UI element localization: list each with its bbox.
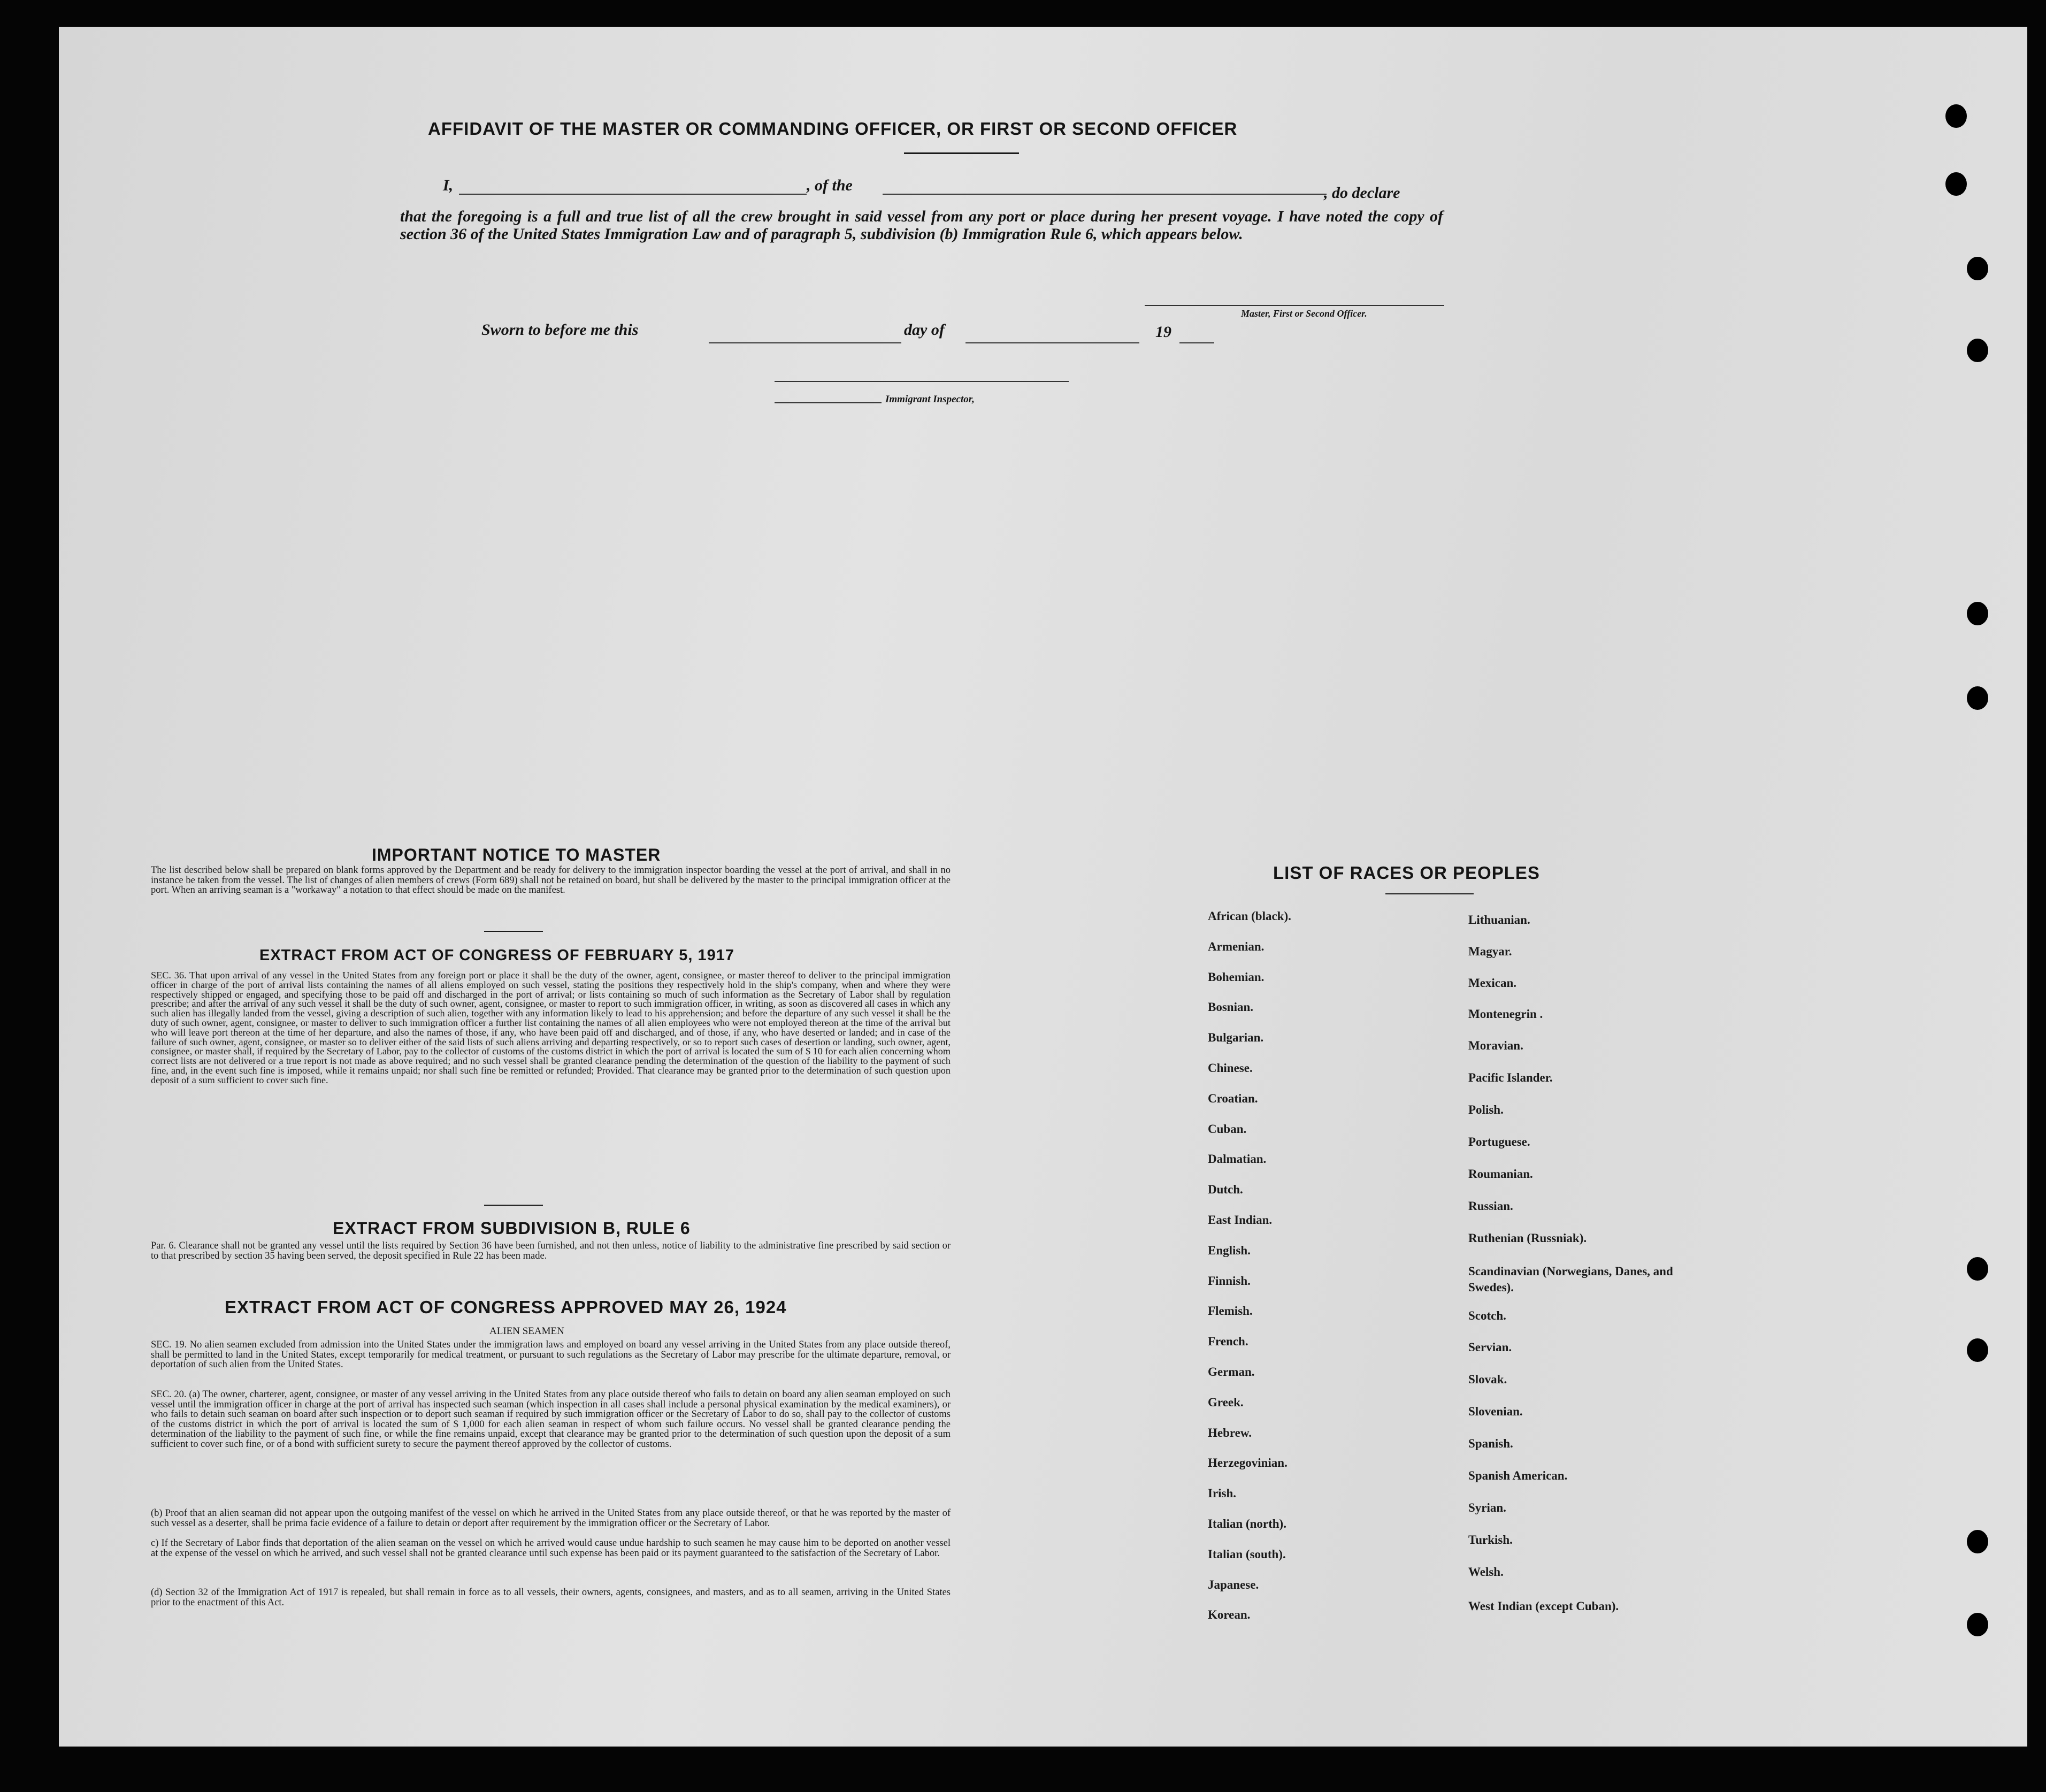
punch-hole (1967, 339, 1988, 362)
sworn-day-blank (709, 342, 901, 343)
race-item: Russian. (1468, 1199, 1513, 1213)
race-item: Magyar. (1468, 945, 1512, 958)
sec20d-body: (d) Section 32 of the Immigration Act of 1917 is repealed, but shall remain in force as to all vessels, their owners, agents, consignees, and masters, and as to all seamen, arriving in the United States prior to the enactment of this Act. (151, 1587, 951, 1608)
punch-hole (1967, 686, 1988, 710)
signature-label: Master, First or Second Officer. (1241, 308, 1367, 319)
race-item: French. (1208, 1335, 1248, 1349)
extract-1917-title: EXTRACT FROM ACT OF CONGRESS OF FEBRUARY 5, 1917 (259, 947, 735, 964)
race-item: Korean. (1208, 1608, 1251, 1622)
race-item: Greek. (1208, 1395, 1244, 1409)
race-item: Flemish. (1208, 1304, 1253, 1318)
declaration-of: , of the (807, 177, 853, 194)
races-title: LIST OF RACES OR PEOPLES (1273, 863, 1540, 883)
race-item: Moravian. (1468, 1039, 1523, 1052)
punch-hole (1967, 1530, 1988, 1553)
race-item: Slovak. (1468, 1373, 1507, 1386)
race-item: Dutch. (1208, 1183, 1243, 1197)
name-blank (459, 194, 807, 195)
race-item: Welsh. (1468, 1565, 1504, 1579)
extract-1917-body: SEC. 36. That upon arrival of any vessel in the United States from any foreign port or place it shall be the duty of the owner, agent, consignee, or master thereof to deliver to the principal immigration officer in charge of the port of arrival lists containing the names of all aliens employed on such vessel, stating the positions they respectively hold in the ship's company, when and where they were respectively shipped or engaged, and specifying those to be paid off and discharged in the port of arrival; or lists containing so much of such information as the Secretary of Labor shall by regulation prescribe; and after the arrival of any such vessel it shall be the duty of such owner, agent, consignee, or master to report to such immigration officer, in writing, as soon as discovered all cases in which any such alien has illegally landed from the vessel, giving a description of such alien, together with any information likely to lead to his apprehension; and before the departure of any such vessel it shall be the duty of such owner, agent, consignee, or master to deliver to such immigration officer a further list containing the names of all alien employees who were not employed thereon at the time of the arrival but who will leave port thereon at the time of her departure, and also the names of those, if any, who have been paid off and discharged, and of those, if any, who have deserted or landed; and in case of the failure of such owner, agent, consignee, or master so to deliver either of the said lists of such aliens arriving and departing respectively, or so to report such cases of desertion or landing, such owner, agent, consignee, or master shall, if required by the Secretary of Labor, pay to the collector of customs of the customs district in which the port of arrival is located the sum of $ 10 for each alien concerning whom correct lists are not delivered or a true report is not made as above required; and no such vessel shall be granted clearance pending the determination of the question of the liability to the payment of such fine, and, in the event such fine is imposed, while it remains unpaid; nor shall such fine be remitted or refunded; Provided. That clearance may be granted prior to the determination of such question upon deposit of a sum sufficient to cover such fine. (151, 970, 951, 1085)
race-item: East Indian. (1208, 1213, 1273, 1227)
race-item: German. (1208, 1365, 1255, 1379)
race-item: West Indian (except Cuban). (1468, 1599, 1619, 1613)
race-item: Italian (south). (1208, 1547, 1286, 1561)
declaration-body: that the foregoing is a full and true list of all the crew brought in said vessel from any port or place during her present voyage. I have noted the copy of section 36 of the United States Immigration Law and of paragraph 5, subdivision (b) Immigration Rule 6, which appears below. (400, 208, 1443, 243)
inspector-line-lower (775, 402, 882, 403)
race-item: Lithuanian. (1468, 913, 1530, 926)
sworn-day-label: day of (904, 321, 945, 339)
punch-hole (1967, 602, 1988, 625)
signature-line (1145, 305, 1444, 306)
extract-1917-divider (484, 1205, 543, 1206)
race-item: Bulgarian. (1208, 1031, 1264, 1045)
sec20a-body: SEC. 20. (a) The owner, charterer, agent, consignee, or master of any vessel arriving in the United States from any place outside thereof who fails to detain on board any alien seaman employed on such vessel until the immigration officer in charge at the port of arrival has inspected such seaman (which inspection in all cases shall include a personal physical examination by the medical examiners), or who fails to detain such seaman on board after such inspection or to deport such seaman if required by such immigration officer or the Secretary of Labor to do so, shall pay to the collector of customs of the customs district in which the port of arrival is located the sum of $ 1,000 for each alien seaman in respect of whom such failure occurs. No vessel shall be granted clearance pending the determination of the liability to the payment of such fine, or while the fine remains unpaid, except that clearance may be granted prior to the determination of such question upon the deposit of a sum sufficient to cover such fine, or of a bond with sufficient surety to secure the payment thereof approved by the collector of customs. (151, 1389, 951, 1450)
race-item: Armenian. (1208, 939, 1265, 953)
title-underline (904, 152, 1019, 154)
race-item: Montenegrin . (1468, 1007, 1543, 1021)
race-item: Croatian. (1208, 1091, 1258, 1105)
sec19-body: SEC. 19. No alien seamen excluded from admission into the United States under the immigration laws and employed on board any vessel arriving in the United States from any place outside thereof, shall be permitted to land in the United States, except temporarily for medical treatment, or pursuant to such regulations as the Secretary of Labor may prescribe for the ultimate departure, removal, or deportation of such alien from the United States. (151, 1339, 951, 1370)
declaration-prefix: I, (443, 177, 454, 194)
punch-hole (1967, 1613, 1988, 1636)
rule6-title: EXTRACT FROM SUBDIVISION B, RULE 6 (333, 1219, 691, 1238)
notice-body: The list described below shall be prepared on blank forms approved by the Department and be ready for delivery to the immigration inspector boarding the vessel at the port of arrival, and shall in no instance be taken from the vessel. The list of changes of alien members of crews (Form 689) shall not be retained on board, but shall be delivered by the master to the principal immigration officer at the port. When an arriving seaman is a "workaway" a notation to that effect should be made on the manifest. (151, 865, 951, 895)
race-item: Dalmatian. (1208, 1152, 1267, 1166)
race-item: Pacific Islander. (1468, 1071, 1553, 1084)
race-item: Cuban. (1208, 1122, 1247, 1136)
punch-hole (1967, 1257, 1988, 1281)
punch-hole (1945, 104, 1967, 128)
race-item: Portuguese. (1468, 1135, 1530, 1148)
race-item: Scotch. (1468, 1309, 1506, 1322)
sec20b-body: (b) Proof that an alien seaman did not appear upon the outgoing manifest of the vessel on which he arrived in the United States from any place outside thereof, or that he was reported by the master of such vessel as a deserter, shall be prima facie evidence of a failure to detain or deport after requirement by the immigration officer or the Secretary of Labor. (151, 1508, 951, 1529)
declaration-suffix: , do declare (1324, 184, 1400, 202)
sworn-year-label: 19 (1155, 323, 1171, 341)
race-item: Servian. (1468, 1341, 1512, 1354)
race-item: Syrian. (1468, 1501, 1506, 1514)
punch-hole (1945, 172, 1967, 196)
race-item: Slovenian. (1468, 1405, 1523, 1418)
race-item: Bohemian. (1208, 970, 1265, 984)
notice-title: IMPORTANT NOTICE TO MASTER (372, 845, 661, 864)
sec20c-body: c) If the Secretary of Labor finds that deportation of the alien seaman on the vessel on which he arrived would cause undue hardship to such seamen he may cause him to be deported on another vessel at the expense of the vessel on which he arrived, and such vessel shall not be granted clearance until such expense has been paid or its payment guaranteed to the satisfaction of the Secretary of Labor. (151, 1538, 951, 1559)
extract-1924-subtitle: ALIEN SEAMEN (489, 1326, 564, 1337)
race-item: Japanese. (1208, 1577, 1259, 1591)
race-item: Turkish. (1468, 1533, 1513, 1546)
race-item: Hebrew. (1208, 1426, 1252, 1439)
race-item: Polish. (1468, 1103, 1504, 1116)
sworn-year-blank (1179, 342, 1214, 343)
race-item: Scandinavian (Norwegians, Danes, and Swedes). (1468, 1265, 1673, 1294)
punch-hole (1967, 257, 1988, 280)
punch-hole (1967, 1338, 1988, 1362)
notice-divider (484, 931, 543, 932)
extract-1924-title: EXTRACT FROM ACT OF CONGRESS APPROVED MAY 26, 1924 (225, 1297, 787, 1317)
race-item: Irish. (1208, 1487, 1237, 1500)
race-item: Bosnian. (1208, 1000, 1254, 1014)
rule6-body: Par. 6. Clearance shall not be granted any vessel until the lists required by Section 36 have been furnished, and not then unless, notice of liability to the administrative fine prescribed by said section or to that prescribed by section 35 having been served, the deposit specified in Rule 22 has been made. (151, 1240, 951, 1261)
race-item: Italian (north). (1208, 1517, 1286, 1530)
race-item: Roumanian. (1468, 1167, 1533, 1181)
races-title-underline (1385, 893, 1474, 894)
race-item: Chinese. (1208, 1061, 1253, 1075)
sworn-month-blank (965, 342, 1139, 343)
inspector-label: Immigrant Inspector, (885, 394, 975, 405)
race-item: English. (1208, 1243, 1251, 1257)
sworn-prefix: Sworn to before me this (481, 321, 639, 339)
race-item: Ruthenian (Russniak). (1468, 1231, 1587, 1245)
race-item: Herzegovinian. (1208, 1456, 1288, 1470)
inspector-line (775, 381, 1069, 382)
race-item: Mexican. (1468, 976, 1517, 990)
race-item: African (black). (1208, 909, 1291, 923)
race-item: Spanish American. (1468, 1469, 1568, 1482)
race-item: Spanish. (1468, 1437, 1513, 1450)
affidavit-title: AFFIDAVIT OF THE MASTER OR COMMANDING OFFICER, OR FIRST OR SECOND OFFICER (428, 119, 1238, 139)
race-item: Finnish. (1208, 1274, 1251, 1288)
vessel-blank (883, 194, 1327, 195)
